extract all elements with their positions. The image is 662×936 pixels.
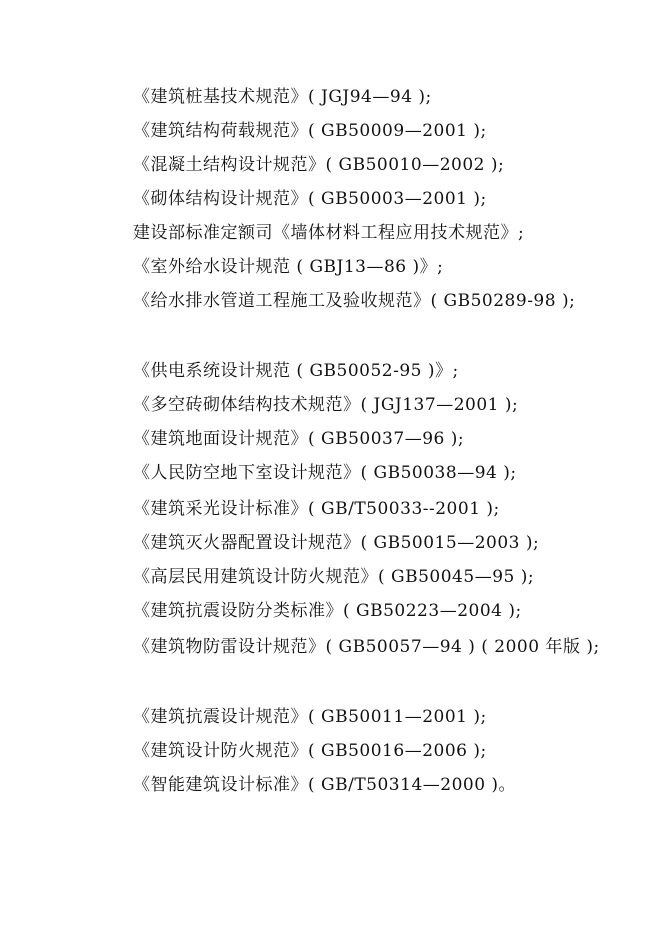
- standard-line: 《人民防空地下室设计规范》( GB50038—94 );: [133, 463, 517, 483]
- standard-line: 建设部标准定额司《墙体材料工程应用技术规范》;: [133, 223, 525, 243]
- standard-line: 《建筑物防雷设计规范》( GB50057—94 ) ( 2000 年版 );: [133, 637, 600, 657]
- standard-line: 《供电系统设计规范 ( GB50052-95 )》;: [133, 361, 459, 381]
- standard-line: 《建筑灭火器配置设计规范》( GB50015—2003 );: [133, 533, 540, 553]
- standard-line: 《建筑地面设计规范》( GB50037—96 );: [133, 429, 465, 449]
- standard-line: 《给水排水管道工程施工及验收规范》( GB50289-98 );: [133, 291, 576, 311]
- standard-line: 《高层民用建筑设计防火规范》( GB50045—95 );: [133, 567, 535, 587]
- standard-line: 《混凝土结构设计规范》( GB50010—2002 );: [133, 155, 505, 175]
- standard-line: 《多空砖砌体结构技术规范》( JGJ137—2001 );: [133, 395, 519, 415]
- standard-line: 《建筑结构荷载规范》( GB50009—2001 );: [133, 121, 487, 141]
- standard-line: 《建筑抗震设防分类标准》( GB50223—2004 );: [133, 601, 522, 621]
- standard-line: 《室外给水设计规范 ( GBJ13—86 )》;: [133, 257, 444, 277]
- standard-line: 《建筑桩基技术规范》( JGJ94—94 );: [133, 87, 432, 107]
- standard-line: 《建筑采光设计标准》( GB/T50033--2001 );: [133, 499, 500, 519]
- standard-line: 《建筑抗震设计规范》( GB50011—2001 );: [133, 707, 487, 727]
- standard-line: 《建筑设计防火规范》( GB50016—2006 );: [133, 741, 487, 761]
- standard-line: 《砌体结构设计规范》( GB50003—2001 );: [133, 189, 487, 209]
- standard-line: 《智能建筑设计标准》( GB/T50314—2000 )。: [133, 775, 517, 795]
